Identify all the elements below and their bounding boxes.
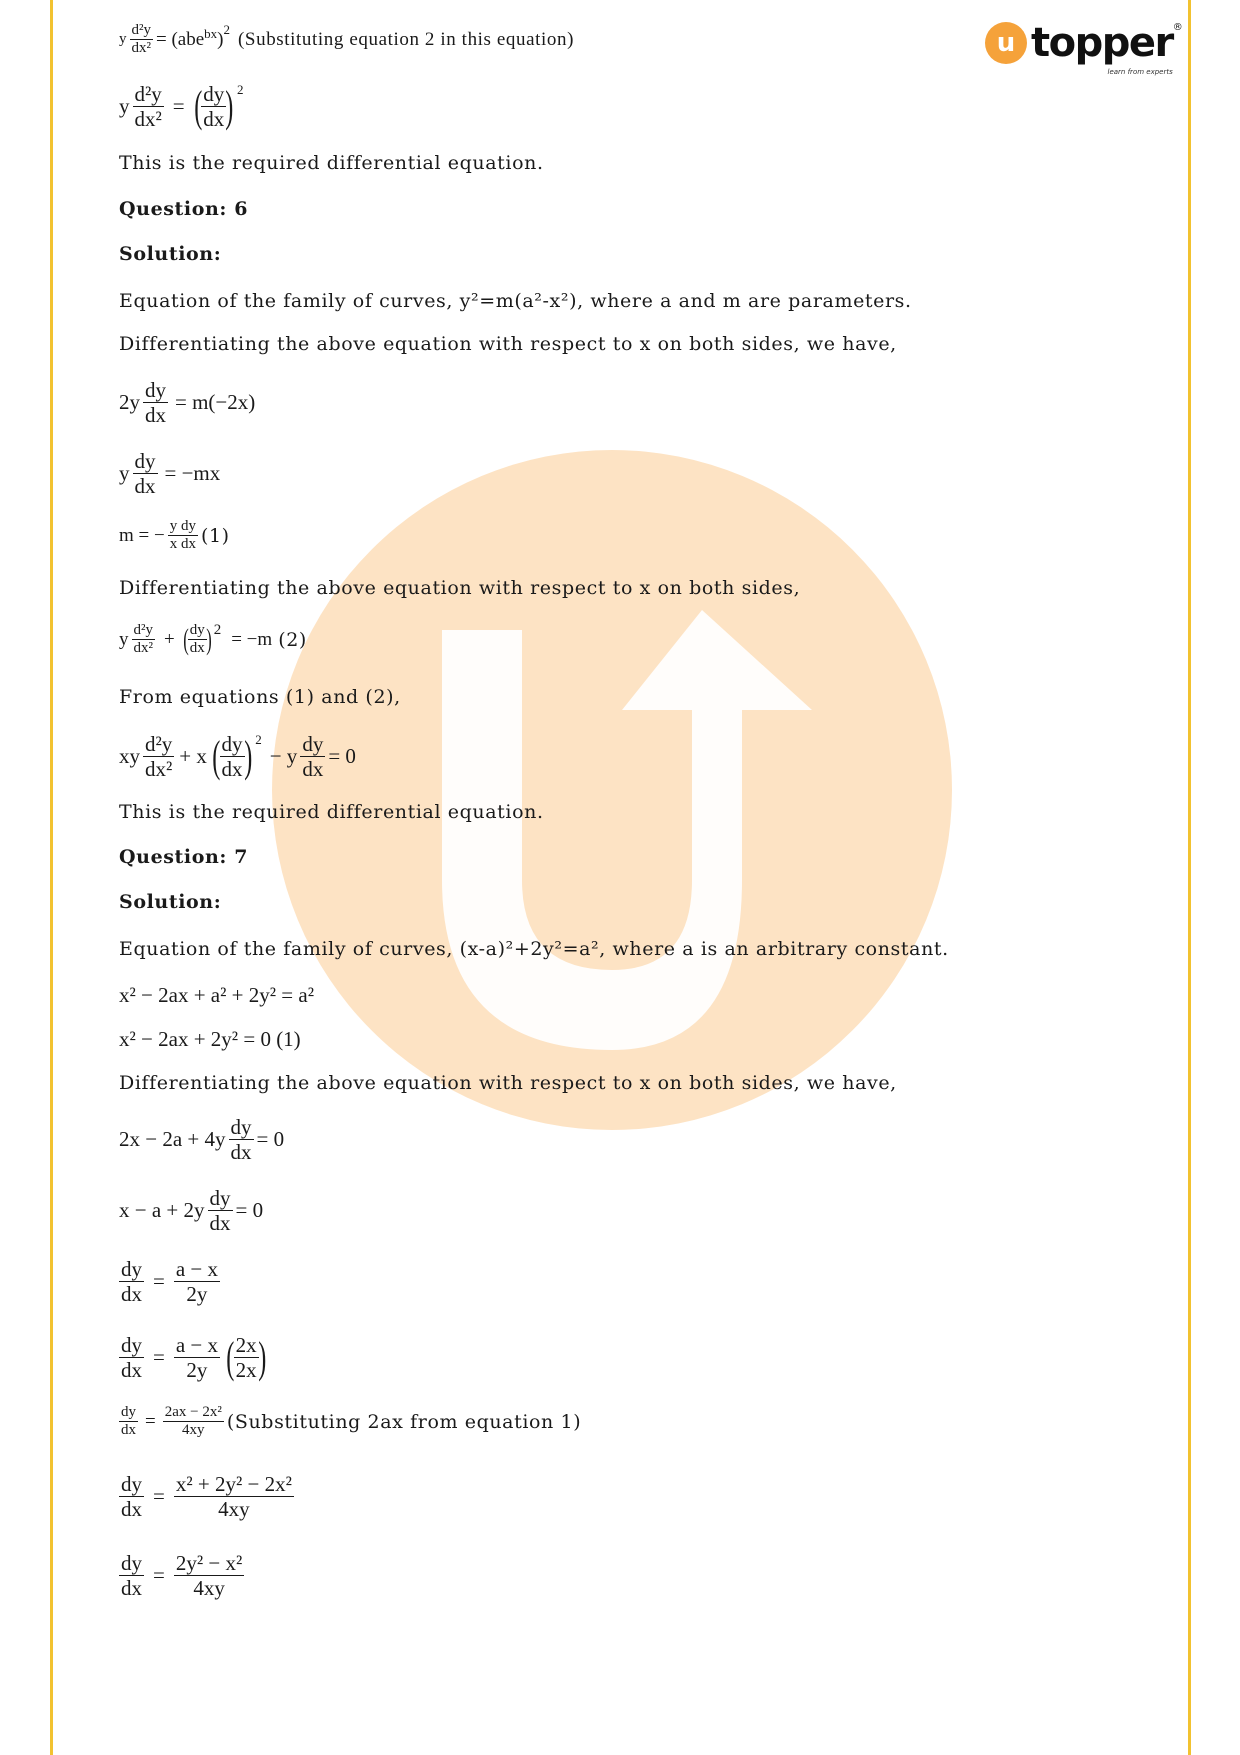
fraction-numerator: d²y bbox=[130, 22, 154, 40]
math-term: y bbox=[119, 461, 130, 486]
fraction-denominator: 4xy bbox=[218, 1497, 250, 1522]
q6-intro: Equation of the family of curves, y²=m(a²-x²), where a and m are parameters. bbox=[119, 290, 912, 312]
solution-6-heading: Solution: bbox=[119, 243, 222, 265]
exponent: bx bbox=[204, 26, 218, 41]
q7-equation-i bbox=[119, 1551, 247, 1600]
fraction-denominator: dx² bbox=[133, 640, 153, 657]
math-term: = 0 bbox=[328, 744, 356, 769]
fraction bbox=[119, 1257, 144, 1306]
fraction-denominator: 2y bbox=[186, 1282, 208, 1307]
parenthesis: ( bbox=[193, 81, 202, 131]
q7-equation-c bbox=[119, 1115, 284, 1164]
math-term: + x bbox=[179, 744, 207, 769]
fraction-denominator: dx bbox=[221, 757, 243, 782]
fraction-denominator: dx bbox=[230, 1140, 252, 1165]
fraction-numerator: a − x bbox=[175, 1333, 219, 1357]
q6-equation-d bbox=[119, 622, 307, 658]
parenthesis: ( bbox=[226, 1332, 235, 1382]
registered-mark: ® bbox=[1172, 22, 1183, 33]
fraction-denominator: dx bbox=[121, 1576, 142, 1601]
fraction-numerator: d²y bbox=[132, 622, 156, 640]
math-term: (1) bbox=[200, 524, 230, 547]
q7-equation-d bbox=[119, 1186, 263, 1235]
fraction bbox=[174, 1333, 220, 1382]
parenthesis: ) bbox=[225, 81, 234, 131]
fraction-numerator: 2x bbox=[235, 1333, 257, 1357]
exponent: 2 bbox=[255, 732, 262, 747]
fraction-numerator: dy bbox=[230, 1115, 252, 1139]
fraction-numerator: x² + 2y² − 2x² bbox=[175, 1472, 292, 1496]
q6-equation-b bbox=[119, 449, 220, 498]
fraction-numerator: y dy bbox=[168, 518, 198, 536]
parenthesis: ) bbox=[243, 731, 252, 781]
q6-equation-c bbox=[119, 518, 230, 554]
solution-7-heading: Solution: bbox=[119, 891, 222, 913]
fraction-denominator: dx² bbox=[134, 107, 162, 132]
fraction-denominator: dx bbox=[121, 1497, 142, 1522]
math-term: 2x − 2a + 4y bbox=[119, 1127, 226, 1152]
q7-equation-b: x² − 2ax + 2y² = 0 (1) bbox=[119, 1027, 301, 1051]
fraction bbox=[174, 1551, 244, 1600]
logo-badge-icon: u bbox=[985, 22, 1027, 64]
fraction-numerator: dy bbox=[121, 1257, 142, 1281]
fraction-denominator: dx bbox=[145, 403, 166, 428]
q7-equation-g bbox=[119, 1404, 581, 1440]
substitution-note: (Substituting equation 2 in this equation) bbox=[238, 28, 575, 50]
math-term: = 0 bbox=[256, 1127, 285, 1152]
exponent: 2 bbox=[223, 22, 230, 37]
page-border-left bbox=[50, 0, 53, 1755]
fraction-numerator: dy bbox=[302, 732, 324, 756]
fraction-numerator: dy bbox=[121, 1333, 142, 1357]
exponent: 2 bbox=[236, 82, 244, 97]
fraction-denominator: 4xy bbox=[182, 1422, 205, 1439]
watermark-logo-icon bbox=[269, 450, 952, 1130]
fraction-denominator: dx bbox=[203, 107, 225, 132]
fraction-denominator: dx² bbox=[131, 40, 151, 57]
fraction bbox=[174, 1472, 294, 1521]
math-term: = bbox=[153, 1345, 165, 1370]
q6-equation-a bbox=[119, 378, 255, 427]
equation-line-2 bbox=[119, 82, 243, 131]
fraction-numerator: dy bbox=[121, 1551, 142, 1575]
fraction-denominator: dx bbox=[121, 1422, 136, 1439]
math-term: = 0 bbox=[235, 1198, 264, 1223]
fraction bbox=[119, 1551, 144, 1600]
math-term: = bbox=[153, 1563, 165, 1588]
q7-equation-a: x² − 2ax + a² + 2y² = a² bbox=[119, 983, 315, 1007]
fraction bbox=[163, 1404, 224, 1440]
fraction-denominator: 2x bbox=[235, 1358, 257, 1383]
fraction bbox=[133, 449, 158, 498]
q7-equation-h bbox=[119, 1472, 297, 1521]
fraction bbox=[143, 732, 174, 781]
parenthesis: ( bbox=[182, 622, 189, 656]
parenthesis: ) bbox=[205, 622, 212, 656]
fraction-denominator: x dx bbox=[169, 536, 196, 553]
fraction bbox=[132, 622, 156, 658]
question-6-heading: Question: 6 bbox=[119, 198, 249, 220]
required-text-1: This is the required differential equation. bbox=[119, 152, 544, 174]
q6-from-equations: From equations (1) and (2), bbox=[119, 686, 401, 708]
math-term: = (abe bbox=[156, 28, 205, 50]
logo-tagline: learn from experts bbox=[1107, 68, 1173, 76]
fraction-denominator: dx bbox=[134, 474, 156, 499]
fraction bbox=[143, 378, 168, 427]
fraction-denominator: dx bbox=[189, 640, 205, 657]
fraction bbox=[234, 1333, 259, 1382]
fraction-numerator: dy bbox=[221, 732, 243, 756]
math-term: = bbox=[172, 94, 185, 119]
q7-equation-e bbox=[119, 1257, 223, 1306]
fraction-denominator: dx bbox=[302, 757, 324, 782]
fraction bbox=[208, 1186, 233, 1235]
required-text-2: This is the required differential equation. bbox=[119, 801, 544, 823]
fraction-numerator: dy bbox=[121, 1472, 142, 1496]
fraction-numerator: dy bbox=[119, 1404, 138, 1422]
fraction-denominator: 2y bbox=[186, 1358, 208, 1383]
math-term: y bbox=[119, 628, 129, 650]
fraction-numerator: d²y bbox=[145, 732, 173, 756]
math-term: x − a + 2y bbox=[119, 1198, 205, 1223]
math-term: y bbox=[119, 31, 127, 48]
q6-differentiating-2: Differentiating the above equation with respect to x on both sides, bbox=[119, 577, 801, 599]
fraction bbox=[168, 518, 198, 554]
fraction bbox=[133, 82, 164, 131]
fraction-numerator: a − x bbox=[175, 1257, 219, 1281]
math-term: − y bbox=[269, 744, 298, 769]
math-term: = −mx bbox=[164, 461, 221, 486]
fraction-denominator: dx bbox=[209, 1211, 231, 1236]
math-term: + bbox=[164, 628, 175, 650]
fraction bbox=[130, 22, 154, 58]
math-term: = −m bbox=[231, 628, 273, 650]
math-term: (Substituting 2ax from equation 1) bbox=[226, 1410, 582, 1433]
fraction-denominator: dx bbox=[121, 1358, 142, 1383]
fraction bbox=[119, 1472, 144, 1521]
parenthesis: ( bbox=[212, 731, 221, 781]
fraction bbox=[229, 1115, 254, 1164]
fraction bbox=[174, 1257, 220, 1306]
fraction-numerator: dy bbox=[145, 378, 166, 402]
q6-equation-e bbox=[119, 732, 356, 781]
q7-differentiating: Differentiating the above equation with respect to x on both sides, we have, bbox=[119, 1072, 897, 1094]
math-term: xy bbox=[119, 744, 140, 769]
fraction-numerator: dy bbox=[203, 82, 225, 106]
math-term: ) bbox=[217, 28, 224, 50]
math-term: = bbox=[153, 1269, 165, 1294]
fraction-numerator: dy bbox=[134, 449, 156, 473]
q6-differentiating: Differentiating the above equation with respect to x on both sides, we have, bbox=[119, 333, 897, 355]
question-7-heading: Question: 7 bbox=[119, 846, 249, 868]
equation-line-1 bbox=[119, 22, 574, 58]
q7-intro: Equation of the family of curves, (x-a)²+2y²=a², where a is an arbitrary constant. bbox=[119, 938, 949, 960]
math-term: = bbox=[153, 1484, 165, 1509]
exponent: 2 bbox=[213, 622, 222, 638]
math-term: (2) bbox=[278, 628, 307, 651]
fraction bbox=[119, 1404, 138, 1440]
fraction-denominator: dx bbox=[121, 1282, 142, 1307]
fraction-denominator: 4xy bbox=[193, 1576, 225, 1601]
fraction bbox=[119, 1333, 144, 1382]
q7-equation-f bbox=[119, 1333, 269, 1382]
fraction bbox=[201, 82, 226, 131]
math-term: y bbox=[119, 94, 130, 119]
math-term: m = − bbox=[119, 524, 165, 546]
parenthesis: ) bbox=[257, 1332, 267, 1382]
fraction bbox=[220, 732, 245, 781]
fraction-numerator: d²y bbox=[134, 82, 162, 106]
fraction bbox=[188, 622, 207, 658]
math-term: = bbox=[145, 1410, 156, 1432]
topper-logo bbox=[985, 20, 1183, 76]
fraction-numerator: 2ax − 2x² bbox=[163, 1404, 224, 1422]
fraction-numerator: 2y² − x² bbox=[175, 1551, 243, 1575]
fraction-numerator: dy bbox=[188, 622, 207, 640]
page-border-right bbox=[1188, 0, 1191, 1755]
logo-wordmark: topper bbox=[1031, 20, 1173, 66]
math-term: = m(−2x) bbox=[175, 390, 256, 415]
fraction-denominator: dx² bbox=[145, 757, 173, 782]
math-term: 2y bbox=[119, 390, 140, 415]
fraction bbox=[300, 732, 325, 781]
fraction-numerator: dy bbox=[209, 1186, 231, 1210]
